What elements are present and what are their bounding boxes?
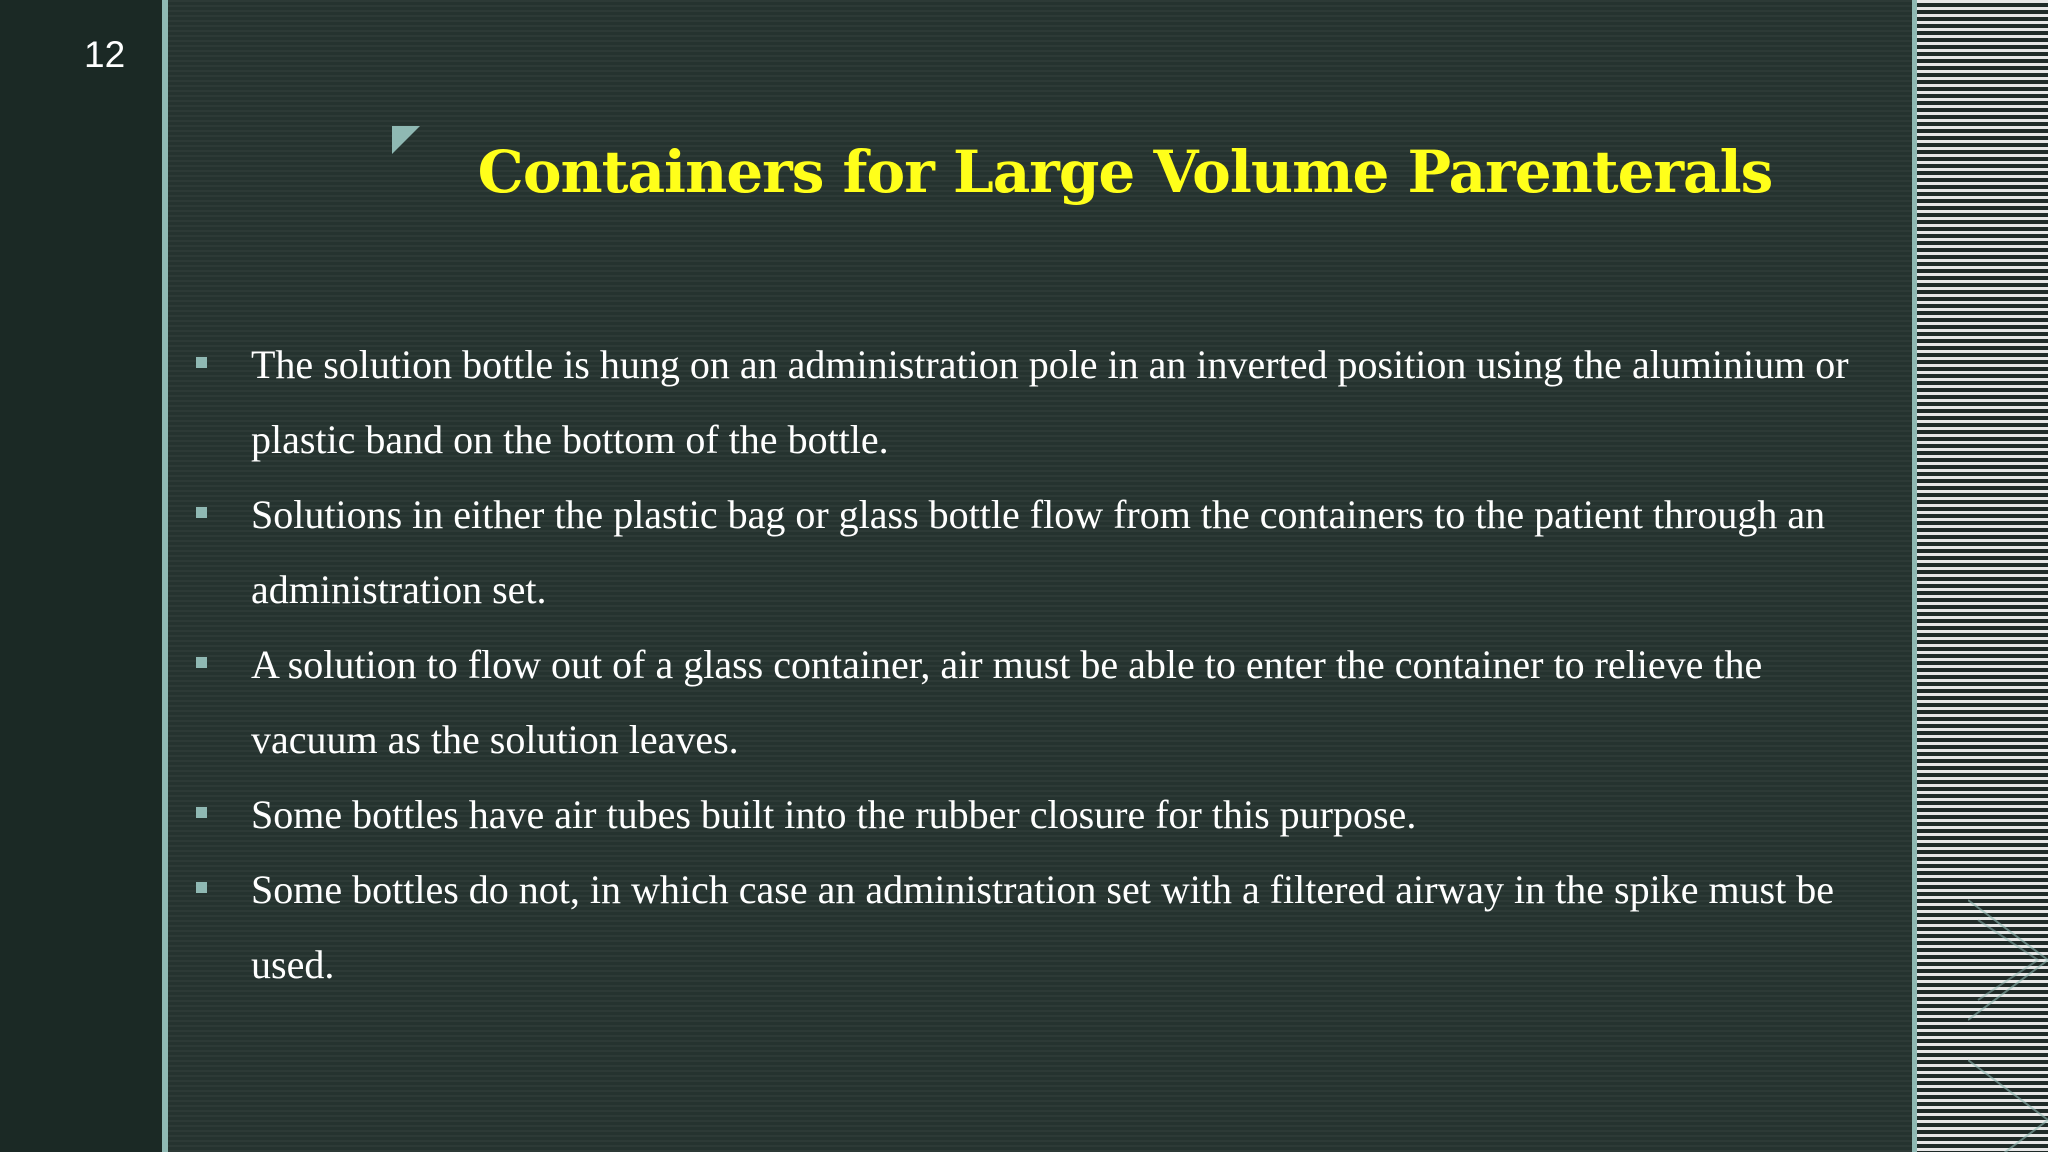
corner-triangle-icon [392,126,420,154]
bullet-item [190,627,1890,777]
bullet-text: A solution to flow out of a glass container, air must be able to enter the container to relieve the vacuum as the solution leaves. [251,642,1763,762]
chevron-decoration-icon [1968,880,2048,1040]
bullet-text: Solutions in either the plastic bag or glass bottle flow from the containers to the patient through an administration set. [251,492,1826,612]
bullet-list [190,327,1890,1002]
square-bullet-icon [196,357,207,368]
square-bullet-icon [196,807,207,818]
square-bullet-icon [196,882,207,893]
bullet-text: Some bottles have air tubes built into the rubber closure for this purpose. [251,792,1417,837]
bullet-text: The solution bottle is hung on an administration pole in an inverted position using the aluminium or plastic band on the bottom of the bottle. [251,342,1849,462]
square-bullet-icon [196,507,207,518]
square-bullet-icon [196,657,207,668]
left-panel [0,0,162,1152]
right-stripe-panel [1917,0,2048,1152]
bullet-item [190,477,1890,627]
bullet-text: Some bottles do not, in which case an administration set with a filtered airway in the spike must be used. [251,867,1834,987]
bullet-item [190,327,1890,477]
chevron-decoration-icon [1968,1040,2048,1152]
slide-number: 12 [84,34,126,75]
slide-title: Containers for Large Volume Parenterals [477,138,1773,206]
bullet-item [190,852,1890,1002]
bullet-item [190,777,1890,852]
